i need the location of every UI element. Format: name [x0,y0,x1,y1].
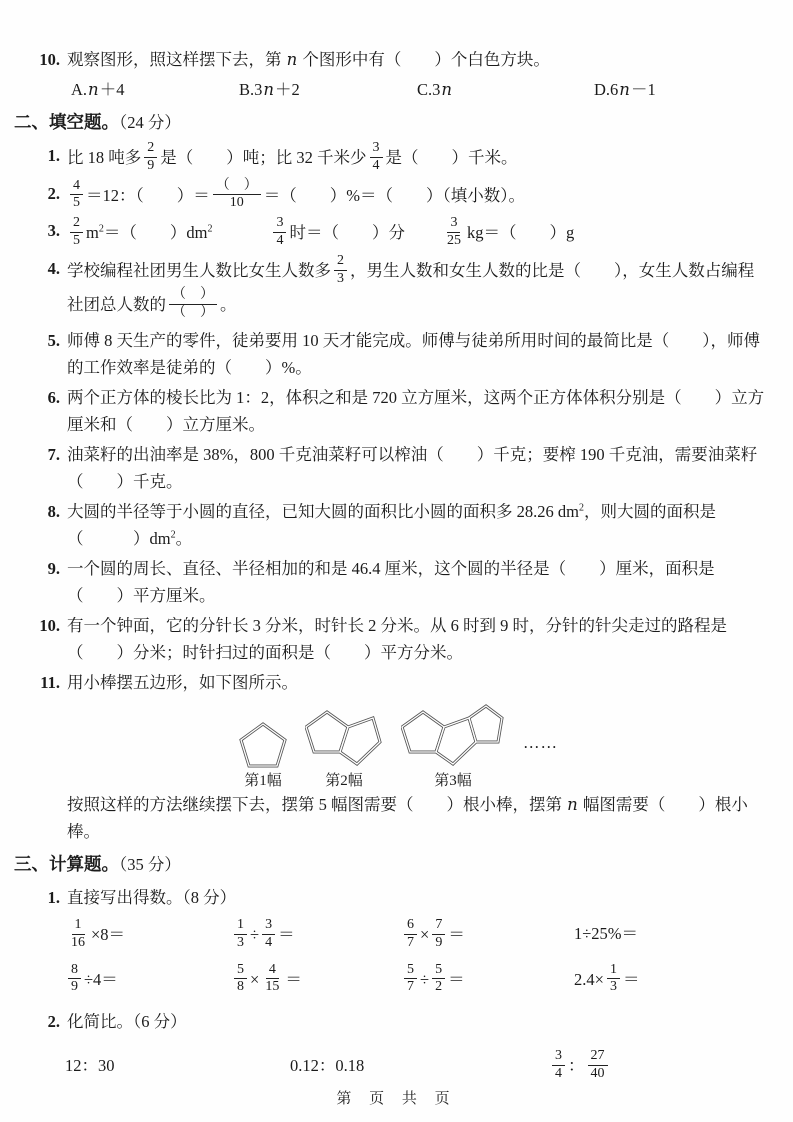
fill-question-11 [14,669,767,696]
question-number: 6. [47,387,60,407]
ratio-expression: $\frac{3}{4}$ ： $\frac{27}{40}$ [549,1049,767,1085]
fraction: $\frac{4}{15}$ [265,961,280,995]
question-number: 9. [47,558,60,578]
sub-question-title: 直接写出得数。（8 分） [67,887,237,907]
calc-expression: $\frac{8}{9}$ ÷4＝ [65,964,231,999]
question-text: $\frac{4}{5}$ ＝12：（ ）＝ $\frac{( )}{10}$ ＝（ ）%＝（ ）（填小数）。 [67,180,767,215]
option-d: D.6n－1 [594,80,656,99]
question-text: 有一个钟面，它的分针长 3 分米，时针长 2 分米。从 6 时到 9 时，分针的针尖走过的路程是（ ）分米；时针扫过的面积是（ ）平方分米。 [67,615,727,662]
question-text: 学校编程社团男生人数比女生人数多 $\frac{2}{3}$ ，男生人数和女生人数的比是（ ），女生人数占编程社团总人数的 $\frac{( )}{( )}$ 。 [67,252,755,321]
fraction: $\frac{3}{4}$ [273,215,286,250]
q11-followup-text: 按照这样的方法继续摆下去，摆第 5 幅图需要（ ）根小棒，摆第 n 幅图需要（ ）根小棒。 [67,794,748,841]
figure-1-label: 第1幅 [244,772,282,789]
question-text: 一个圆的周长、直径、半径相加的和是 46.4 厘米，这个圆的半径是（ ）厘米，面积是（ ）平方厘米。 [67,558,715,605]
calc-expression: $\frac{6}{7}$ × $\frac{7}{9}$ ＝ [401,919,574,954]
question-text: $\frac{2}{5}$ $m^2=$（ ）$dm^2$ $\frac{3}{4}$ 时＝（ ）分 $\frac{3}{25}$ kg＝（ ）g [67,217,767,252]
fill-question-9 [14,555,767,609]
calc-sub1-title-row [14,884,767,911]
pentagon-figures [239,704,767,789]
section-3-score: （35 分） [119,854,181,874]
page-footer: 第 页 共 页 [336,1091,457,1107]
simplify-ratio-grid [14,1049,767,1085]
ratio-expression: 0.12：0.18 [290,1056,365,1076]
figure-2-label: 第2幅 [325,772,363,789]
pentagon-1-drawing [239,722,287,768]
fraction: $\frac{5}{7}$ [404,962,417,997]
fraction: $\frac{3}{4}$ [262,917,275,952]
pentagon-figure-2 [305,708,383,789]
option-a: A.n＋4 [71,80,125,99]
question-number: 3. [47,221,60,241]
question-number: 4. [47,258,60,278]
fill-question-1 [14,142,767,177]
fraction: $\frac{27}{40}$ [588,1048,608,1083]
figure-3-label: 第3幅 [434,772,472,789]
fill-question-7 [14,441,767,495]
fraction: $\frac{( )}{( )}$ [169,287,217,322]
fraction: $\frac{3}{4}$ [552,1048,565,1083]
calc-expression: $\frac{1}{16}$ ×8＝ [65,919,231,954]
ellipsis: …… [523,732,558,752]
fill-question-8 [14,498,767,552]
sub-question-number: 1. [47,887,60,907]
fraction: $\frac{3}{4}$ [370,140,383,175]
question-number: 11. [40,672,60,692]
question-text: 师傅 8 天生产的零件，徒弟要用 10 天才能完成。师傅与徒弟所用时间的最简比是（ ），师傅的工作效率是徒弟的（ ）%。 [67,330,760,377]
fraction: $\frac{5}{8}$ [234,962,247,997]
pentagon-figure-1 [239,722,287,789]
question-number: 1. [47,146,60,165]
fraction: $\frac{1}{3}$ [234,917,247,952]
section-3-title-text: 三、计算题。 [14,853,119,874]
calc-expression: $\frac{5}{7}$ ÷ $\frac{5}{2}$ ＝ [401,964,574,999]
question-stem: 观察图形，照这样摆下去，第 n 个图形中有（ ）个白色方块。 [67,50,550,69]
fraction: $\frac{5}{2}$ [432,962,445,997]
question-number: 2. [47,183,60,203]
ratio-expression: 12：30 [65,1056,115,1076]
section-2-title [14,107,767,138]
question-text: 两个正方体的棱长比为 1：2，体积之和是 720 立方厘米，这两个正方体体积分别是（ ）立方厘米和（ ）立方厘米。 [67,387,765,434]
question-number: 10. [39,615,60,635]
sub-question-title: 化简比。（6 分） [67,1012,187,1032]
question-number: 10. [39,50,60,69]
question-text: 油菜籽的出油率是 38%，800 千克油菜籽可以榨油（ ）千克；要榨 190 千克油，需要油菜籽（ ）千克。 [67,444,758,491]
question-text: 大圆的半径等于小圆的直径，已知大圆的面积比小圆的面积多 28.26 $dm^2$，则大圆的面积是（ ）$dm^2$。 [67,501,716,548]
fill-question-2 [14,177,767,215]
fraction: $\frac{1}{16}$ [71,916,85,950]
fraction: $\frac{2}{3}$ [334,253,347,288]
section-3-title [14,849,767,880]
fraction: $\frac{3}{25}$ [446,215,461,248]
direct-calculation-grid [14,916,767,998]
fill-question-6 [14,384,767,438]
calc-expression: 2.4× $\frac{1}{3}$ ＝ [574,961,640,995]
fill-question-5 [14,327,767,381]
choice-options [14,76,767,103]
pentagon-figure-3 [401,704,505,789]
choice-question-10 [14,46,767,73]
fraction: $\frac{1}{3}$ [607,962,620,997]
pentagon-2-drawing [305,708,383,768]
fraction: $\frac{2}{9}$ [144,140,157,175]
fraction: $\frac{7}{9}$ [432,917,445,952]
fraction: $\frac{4}{5}$ [70,178,83,213]
question-number: 7. [47,444,60,464]
option-b: B.3n＋2 [239,80,300,99]
fill-question-10 [14,612,767,666]
fraction: $\frac{8}{9}$ [68,962,81,997]
option-c: C.3n [417,80,453,99]
question-text: 比 18 吨多 $\frac{2}{9}$ 是（ ）吨；比 32 千米少 $\frac{3}{4}$ 是（ ）千米。 [67,140,518,173]
fill-question-4 [14,252,767,324]
question-number: 5. [47,330,60,350]
calc-sub2-title-row [14,1008,767,1035]
question-number: 8. [47,501,60,521]
sub-question-number: 2. [47,1012,60,1032]
calc-expression: $\frac{5}{8}$ × $\frac{4}{15}$ ＝ [231,964,401,999]
calc-expression: $\frac{1}{3}$ ÷ $\frac{3}{4}$ ＝ [231,919,401,954]
calc-expression: 1÷25%＝ [574,923,639,943]
section-2-title-text: 二、填空题。 [14,112,119,132]
fraction: $\frac{( )}{10}$ [213,178,261,213]
question-text: 用小棒摆五边形，如下图所示。 [67,672,298,692]
fraction: $\frac{6}{7}$ [404,917,417,952]
section-2-score: （24 分） [119,113,181,132]
pentagon-3-drawing [401,704,505,768]
fill-question-3 [14,217,767,252]
fraction: $\frac{2}{5}$ [70,215,83,250]
